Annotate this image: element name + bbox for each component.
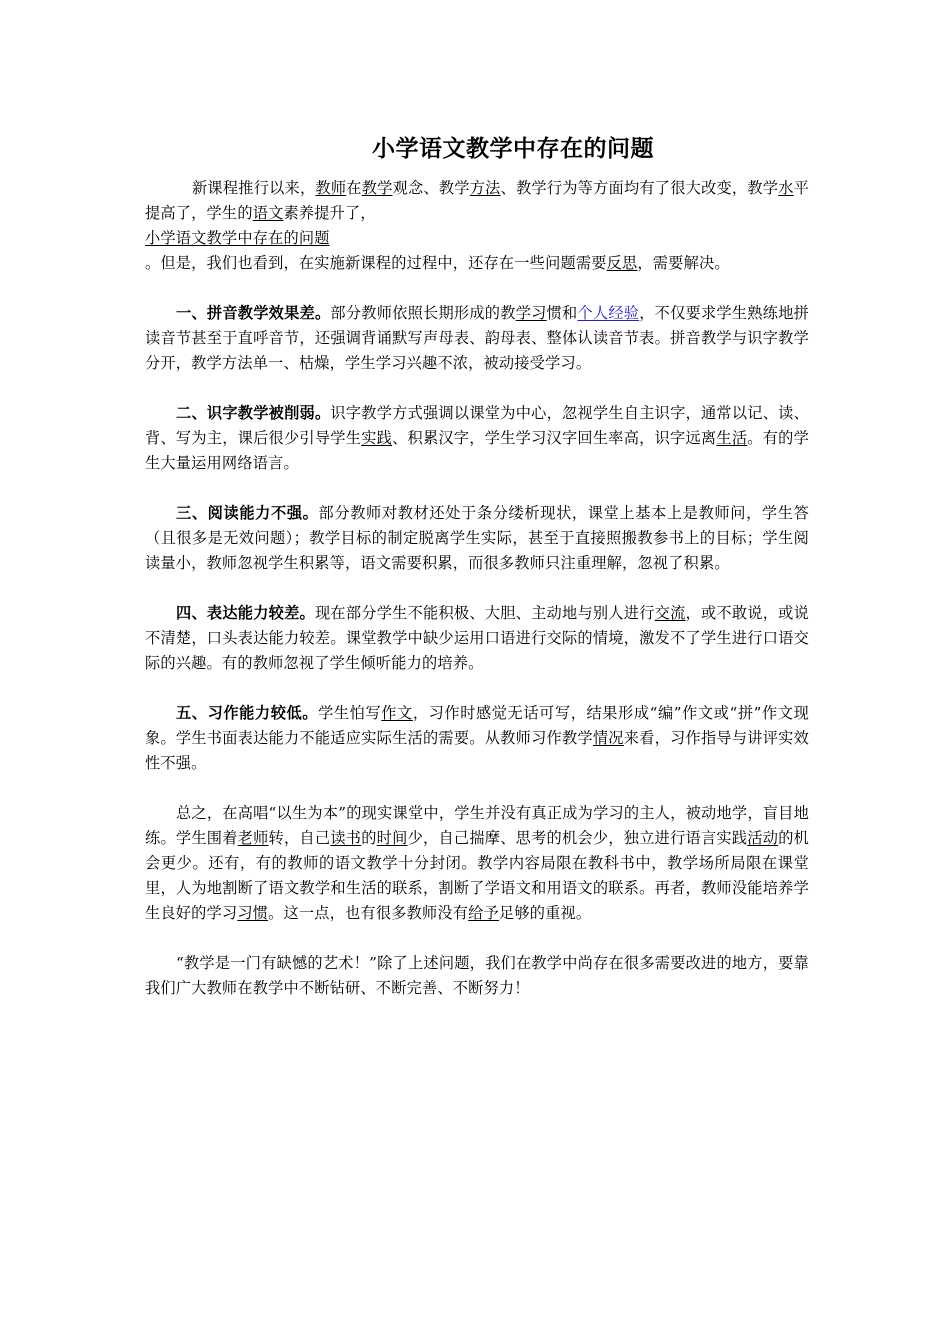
link-shijian-time[interactable]: 时间 [376,829,408,847]
link-dushu[interactable]: 读书 [330,829,362,847]
paragraph-summary [145,801,809,926]
paragraph-heading: 一、拼音教学效果差。 [176,304,331,322]
paragraph-shizi [145,401,809,476]
link-huodong[interactable]: 活动 [747,829,779,847]
paragraph-yuedu [145,501,809,576]
link-jiyu[interactable]: 给予 [468,904,499,922]
paragraph-text: “教学是一门有缺憾的艺术！”除了上述问题，我们在教学中尚存在很多需要改进的地方，要靠我们广大教师在教学中不断钻研、不断完善、不断努力！ [145,954,809,997]
intro-text: 。但是，我们也看到，在实施新课程的过程中，还存在一些问题需要 [145,254,607,272]
link-fansi[interactable]: 反思 [606,254,638,272]
intro-text: 在 [346,179,362,197]
link-laoshi[interactable]: 老师 [237,829,269,847]
paragraph-text: 少，自己揣摩、思考的机会少，独立进行语言实践 [407,829,748,847]
intro-continuation [145,251,809,276]
paragraph-text: 。有的学生大量运用网络语言。 [145,429,809,472]
link-fangfa[interactable]: 方法 [469,179,501,197]
paragraph-text: 转，自己 [268,829,331,847]
intro-text: 新课程推行以来， [192,179,316,197]
paragraph-text: 部分教师依照长期形成的教 [330,304,516,322]
paragraph-text: ，习作时感觉无话可写，结果形成“编”作文或“拼”作文现象。学生书面表达能力不能适应实际生活的需要。从教师习作教学 [145,704,809,747]
paragraph-text: ，不仅要求学生熟练地拼读音节甚至于直呼音节，还强调背诵默写声母表、韵母表、整体认读音节表。拼音教学与识字教学分开，教学方法单一、枯燥，学生学习兴趣不浓，被动接受学习。 [145,304,810,372]
document-body [145,176,809,1026]
paragraph-biaoda [145,601,809,676]
intro-text: 观念、教学 [392,179,470,197]
link-shijian[interactable]: 实践 [361,429,393,447]
paragraph-heading: 二、识字教学被削弱。 [176,404,331,422]
intro-text: 平提高了，学生的 [145,179,810,222]
paragraph-text: 惯和 [546,304,578,322]
paragraph-text: 现在部分学生不能积极、大胆、主动地与别人进行 [314,604,655,622]
paragraph-text: ，或不敢说，或说不清楚，口头表达能力较差。课堂教学中缺少运用口语进行交际的情境，激发不了学生进行口语交际的兴趣。有的教师忽视了学生倾听能力的培养。 [145,604,809,672]
paragraph-pinyin [145,301,809,376]
link-xiguan[interactable]: 习惯 [237,904,269,922]
intro-title-line [145,226,809,251]
intro-text: 、教学行为等方面均有了很大改变，教学 [500,179,779,197]
intro-text: 素养提升了， [283,204,376,222]
paragraph-heading: 四、表达能力较差。 [176,604,315,622]
paragraph-text: 识字教学方式强调以课堂为中心，忽视学生自主识字，通常以记、读、背、写为主，课后很少引导学生 [145,404,810,447]
paragraph-text: 来看，习作指导与讲评实效性不强。 [145,729,809,772]
link-zuowen[interactable]: 作文 [381,704,413,722]
paragraph-text: 足够的重视。 [498,904,592,922]
paragraph-closing [145,951,809,1001]
link-gerenjingyan[interactable]: 个人经验 [577,304,640,322]
document-title: 小学语文教学中存在的问题 [372,136,654,162]
link-title[interactable]: 小学语文教学中存在的问题 [145,229,330,247]
paragraph-text: 的 [361,829,377,847]
link-qingkuang[interactable]: 情况 [592,729,624,747]
paragraph-xizuo [145,701,809,776]
paragraph-text: 。这一点，也有很多教师没有 [268,904,469,922]
paragraph-text: 的机会更少。还有，有的教师的语文教学十分封闭。教学内容局限在教科书中，教学场所局限在课堂里，人为地割断了语文教学和生活的联系，割断了学语文和用语文的联系。再者，教师没能培养学生良好的学习 [145,829,810,922]
paragraph-text: 总之，在高唱“以生为本”的现实课堂中，学生并没有真正成为学习的主人，被动地学，盲目地练。学生围着 [145,804,809,847]
paragraph-text: 部分教师对教材还处于条分缕析现状，课堂上基本上是教师问，学生答（且很多是无效问题）；教学目标的制定脱离学生实际，甚至于直接照搬教参书上的目标；学生阅读量小，教师忽视学生积累等，语文需要积累，而很多教师只注重理解，忽视了积累。 [145,504,809,572]
link-shui[interactable]: 水 [778,179,794,197]
intro-text: ，需要解决。 [637,254,730,272]
paragraph-heading: 五、习作能力较低。 [176,704,319,722]
link-jiaoshi[interactable]: 教师 [315,179,347,197]
link-xuexi[interactable]: 学习 [515,304,547,322]
link-jiaoliu[interactable]: 交流 [654,604,686,622]
link-shenghuo[interactable]: 生活 [716,429,748,447]
paragraph-text: 学生怕写 [318,704,382,722]
link-yuwen[interactable]: 语文 [252,204,284,222]
paragraph-text: 、积累汉字，学生学习汉字回生率高，识字远离 [392,429,717,447]
paragraph-heading: 三、阅读能力不强。 [176,504,319,522]
intro-paragraph [145,176,809,226]
link-jiaoxue[interactable]: 教学 [361,179,393,197]
